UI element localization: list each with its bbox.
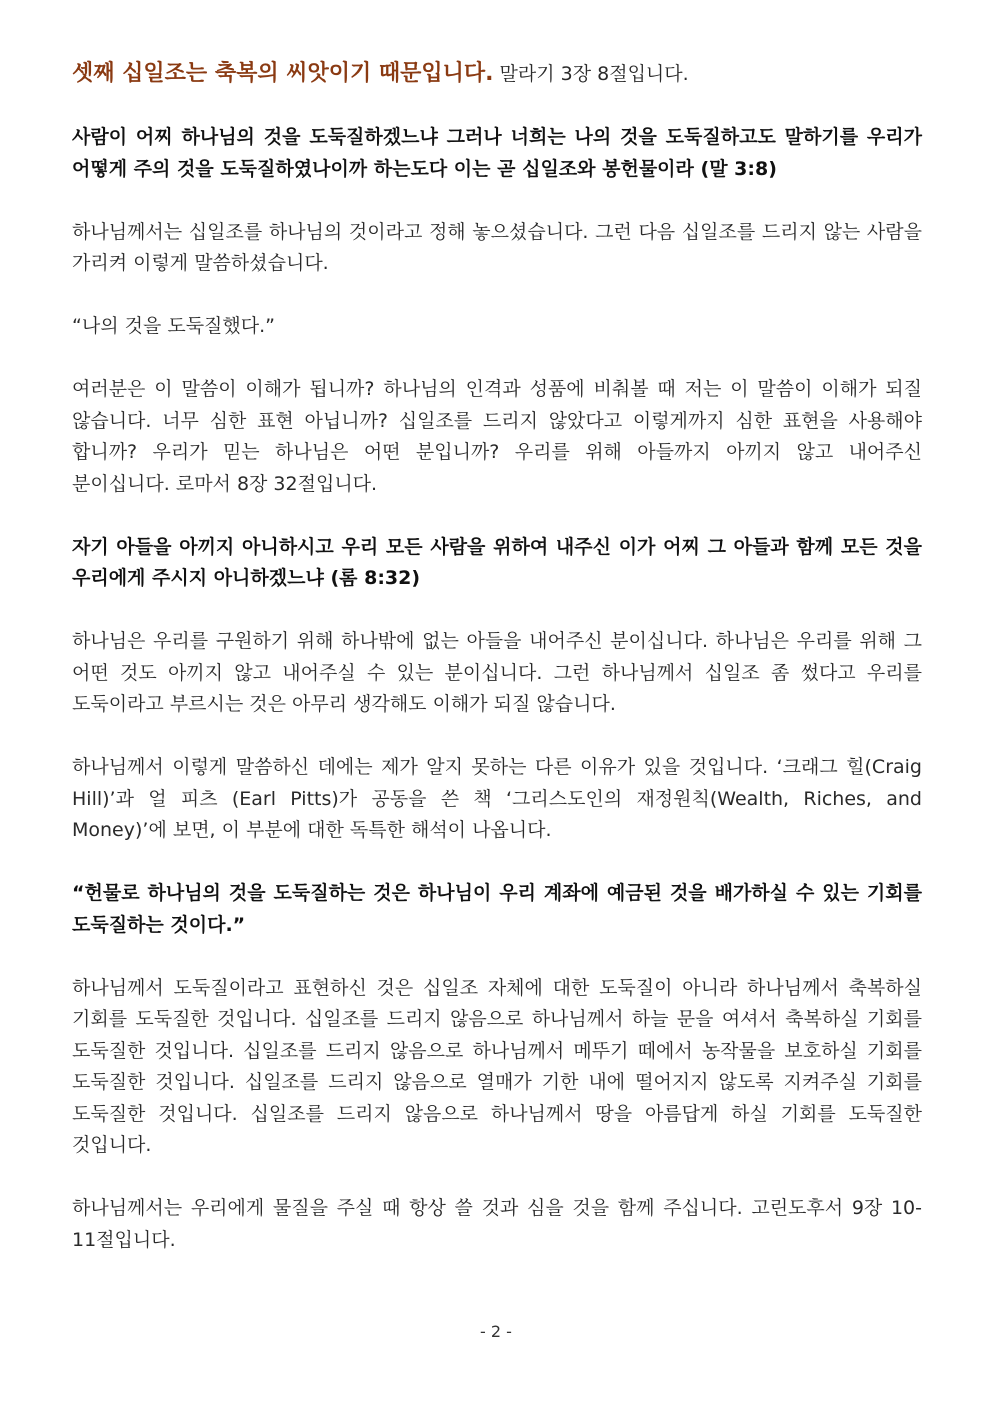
book-quote: “헌물로 하나님의 것을 도둑질하는 것은 하나님이 우리 계좌에 예금된 것을 배가하실 수 있는 기회를 도둑질하는 것이다.” xyxy=(72,882,922,936)
page-number: - 2 - xyxy=(480,1322,512,1341)
section-heading xyxy=(72,58,922,91)
paragraph: 하나님께서 도둑질이라고 표현하신 것은 십일조 자체에 대한 도둑질이 아니라 하나님께서 축복하실 기회를 도둑질한 것입니다. 십일조를 드리지 않음으로 하나님께서 하늘 문을 여셔서 축복하실 기회를 도둑질한 것입니다. 십일조를 드리지 않음으로 하나님께서 메뚜기 떼에서 농작물을 보호하실 기회를 도둑질한 것입니다. 십일조를 드리지 않음으로 열매가 기한 내에 떨어지지 않도록 지켜주실 기회를 도둑질한 것입니다. 십일조를 드리지 않음으로 하나님께서 땅을 아름답게 하실 기회를 도둑질한 것입니다. xyxy=(72,976,922,1156)
scripture-quote-malachi: 사람이 어찌 하나님의 것을 도둑질하겠느냐 그러나 너희는 나의 것을 도둑질하고도 말하기를 우리가 어떻게 주의 것을 도둑질하였나이까 하는도다 이는 곧 십일조와 봉헌물이라 (말 3:8) xyxy=(72,126,922,180)
quote-line: “나의 것을 도둑질했다.” xyxy=(72,315,275,337)
paragraph: 하나님께서는 십일조를 하나님의 것이라고 정해 놓으셨습니다. 그런 다음 십일조를 드리지 않는 사람을 가리켜 이렇게 말씀하셨습니다. xyxy=(72,220,922,274)
paragraph: 하나님은 우리를 구원하기 위해 하나밖에 없는 아들을 내어주신 분이십니다. 하나님은 우리를 위해 그 어떤 것도 아끼지 않고 내어주실 수 있는 분이십니다. 그런 하나님께서 십일조 좀 썼다고 우리를 도둑이라고 부르시는 것은 아무리 생각해도 이해가 되질 않습니다. xyxy=(72,630,922,715)
paragraph: 하나님께서는 우리에게 물질을 주실 때 항상 쓸 것과 심을 것을 함께 주십니다. 고린도후서 9장 10-11절입니다. xyxy=(72,1197,922,1251)
heading-reference: 말라기 3장 8절입니다. xyxy=(499,63,689,85)
paragraph: 여러분은 이 말씀이 이해가 됩니까? 하나님의 인격과 성품에 비춰볼 때 저는 이 말씀이 이해가 되질 않습니다. 너무 심한 표현 아닙니까? 십일조를 드리지 않았다고 이렇게까지 심한 표현을 사용해야 합니까? 우리가 믿는 하나님은 어떤 분입니까? 우리를 위해 아들까지 아끼지 않고 내어주신 분이십니다. 로마서 8장 32절입니다. xyxy=(72,378,922,495)
paragraph: 하나님께서 이렇게 말씀하신 데에는 제가 알지 못하는 다른 이유가 있을 것입니다. ‘크래그 힐(Craig Hill)’과 얼 피츠 (Earl Pitts)가 공동을 쓴 책 ‘그리스도인의 재정원칙(Wealth, Riches, and Money)’에 보면, 이 부분에 대한 독특한 해석이 나옵니다. xyxy=(72,756,922,841)
heading-title: 셋째 십일조는 축복의 씨앗이기 때문입니다. xyxy=(72,61,494,86)
document-page xyxy=(72,58,922,1256)
scripture-quote-romans: 자기 아들을 아끼지 아니하시고 우리 모든 사람을 위하여 내주신 이가 어찌 그 아들과 함께 모든 것을 우리에게 주시지 아니하겠느냐 (롬 8:32) xyxy=(72,535,922,589)
